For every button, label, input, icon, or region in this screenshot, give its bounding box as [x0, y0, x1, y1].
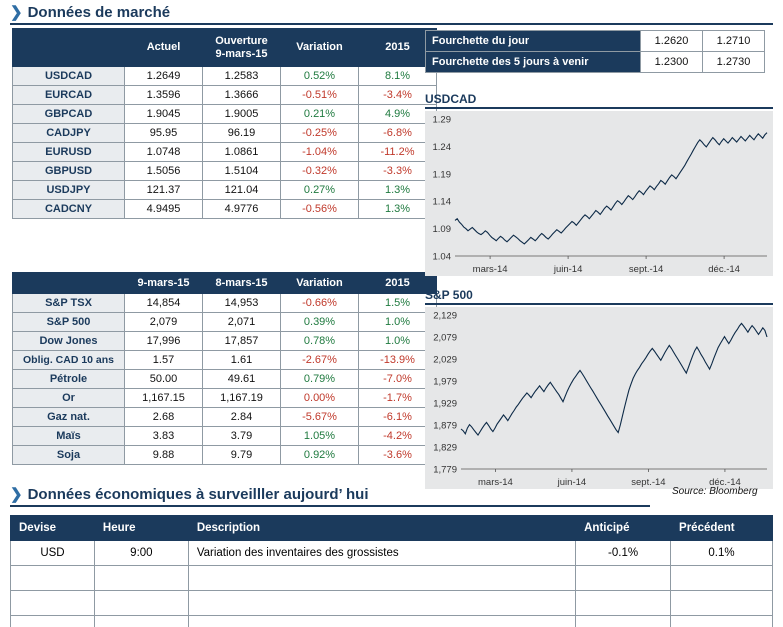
fx-row-ouverture: 96.19: [203, 124, 281, 143]
fx-row-label: USDCAD: [13, 67, 125, 86]
svg-text:1.04: 1.04: [432, 251, 451, 263]
svg-text:1,979: 1,979: [433, 376, 457, 388]
eco-row-anticipe: [576, 566, 671, 591]
fx-header-blank: [13, 29, 125, 67]
table-row: [13, 67, 437, 86]
fx-row-2015: -3.4%: [359, 86, 437, 105]
fx-row-label: EURUSD: [13, 143, 125, 162]
om-row-2015: -3.6%: [359, 446, 437, 465]
table-row: [13, 86, 437, 105]
eco-row-devise: [11, 616, 95, 627]
table-row: [13, 427, 437, 446]
svg-text:1.19: 1.19: [432, 169, 451, 181]
om-row-label: Soja: [13, 446, 125, 465]
chart-source-note: Source: Bloomberg: [672, 486, 758, 497]
eco-row-description: [188, 591, 575, 616]
fx-row-ouverture: 1.0861: [203, 143, 281, 162]
fx-row-ouverture: 1.3666: [203, 86, 281, 105]
svg-text:sept.-14: sept.-14: [628, 264, 664, 275]
svg-text:1,779: 1,779: [433, 464, 457, 476]
om-row-2015: -4.2%: [359, 427, 437, 446]
fx-row-label: EURCAD: [13, 86, 125, 105]
range-table: [425, 30, 765, 73]
fx-row-variation: 0.21%: [281, 105, 359, 124]
chart-sp500-plot: [425, 307, 773, 489]
om-row-2015: -7.0%: [359, 370, 437, 389]
om-row-c1: 9.88: [125, 446, 203, 465]
fx-table-body: [13, 67, 437, 219]
eco-row-description: [188, 566, 575, 591]
fx-row-label: CADJPY: [13, 124, 125, 143]
table-row: [13, 332, 437, 351]
fx-row-actuel: 121.37: [125, 181, 203, 200]
other-markets-header-row: [13, 273, 437, 294]
range-row-label: Fourchette des 5 jours à venir: [426, 52, 641, 73]
eco-header-precedent: Précédent: [671, 516, 773, 541]
svg-text:1,879: 1,879: [433, 420, 457, 432]
om-row-variation: 0.00%: [281, 389, 359, 408]
range-table-wrap: [425, 30, 765, 73]
eco-row-anticipe: [576, 616, 671, 627]
om-row-label: Or: [13, 389, 125, 408]
fx-row-ouverture: 1.9005: [203, 105, 281, 124]
table-row: [13, 181, 437, 200]
om-row-label: Oblig. CAD 10 ans: [13, 351, 125, 370]
fx-header-actuel: Actuel: [125, 29, 203, 67]
fx-table-wrap: [12, 28, 437, 219]
table-row: [13, 124, 437, 143]
fx-row-2015: -3.3%: [359, 162, 437, 181]
svg-text:1.14: 1.14: [432, 196, 451, 208]
svg-text:juin-14: juin-14: [557, 477, 587, 488]
om-row-label: Pétrole: [13, 370, 125, 389]
om-row-variation: 1.05%: [281, 427, 359, 446]
range-row-high: 1.2730: [703, 52, 765, 73]
table-row: [13, 143, 437, 162]
chart-sp500: [425, 288, 773, 489]
eco-header-description: Description: [188, 516, 575, 541]
fx-header-ouverture: [203, 29, 281, 67]
svg-text:mars-14: mars-14: [478, 477, 513, 488]
fx-row-label: GBPUSD: [13, 162, 125, 181]
om-row-2015: 1.0%: [359, 313, 437, 332]
eco-row-anticipe: -0.1%: [576, 541, 671, 566]
om-row-label: Gaz nat.: [13, 408, 125, 427]
om-row-2015: 1.5%: [359, 294, 437, 313]
section-title-economic: Données économiques à surveilller aujourd’ hui: [27, 486, 369, 503]
fx-header-ouverture-date: 9-mars-15: [215, 47, 268, 60]
table-row: [11, 566, 773, 591]
table-row: [11, 616, 773, 627]
chart-sp500-svg: [425, 307, 773, 489]
table-row: [13, 105, 437, 124]
om-row-c2: 9.79: [203, 446, 281, 465]
section-header-market: [10, 4, 773, 25]
svg-text:2,129: 2,129: [433, 310, 457, 322]
om-row-variation: 0.79%: [281, 370, 359, 389]
economic-header-row: [11, 516, 773, 541]
chart-usdcad: [425, 92, 773, 276]
om-row-c1: 3.83: [125, 427, 203, 446]
om-row-variation: 0.39%: [281, 313, 359, 332]
eco-row-heure: 9:00: [94, 541, 188, 566]
fx-header-ouverture-label: Ouverture: [215, 34, 268, 47]
om-row-label: S&P 500: [13, 313, 125, 332]
chart-sp500-title: S&P 500: [425, 288, 773, 305]
om-row-variation: -5.67%: [281, 408, 359, 427]
fx-row-variation: 0.27%: [281, 181, 359, 200]
svg-text:1.24: 1.24: [432, 141, 451, 153]
chart-usdcad-svg: [425, 111, 773, 276]
fx-row-2015: 4.9%: [359, 105, 437, 124]
om-row-c2: 1.61: [203, 351, 281, 370]
fx-row-label: GBPCAD: [13, 105, 125, 124]
om-row-c2: 17,857: [203, 332, 281, 351]
eco-row-precedent: 0.1%: [671, 541, 773, 566]
svg-text:déc.-14: déc.-14: [709, 477, 741, 488]
om-row-c2: 3.79: [203, 427, 281, 446]
table-row: [11, 591, 773, 616]
eco-row-devise: [11, 566, 95, 591]
table-row: [13, 313, 437, 332]
svg-text:juin-14: juin-14: [553, 264, 583, 275]
fx-row-variation: -0.51%: [281, 86, 359, 105]
fx-row-actuel: 1.5056: [125, 162, 203, 181]
chevron-right-icon: ❯: [10, 486, 23, 503]
eco-header-heure: Heure: [94, 516, 188, 541]
om-header-date2: 8-mars-15: [203, 273, 281, 294]
svg-text:2,079: 2,079: [433, 332, 457, 344]
fx-row-actuel: 1.9045: [125, 105, 203, 124]
range-row-high: 1.2710: [703, 31, 765, 52]
fx-table: [12, 28, 437, 219]
om-row-label: Dow Jones: [13, 332, 125, 351]
svg-text:1,929: 1,929: [433, 398, 457, 410]
table-row: [426, 31, 765, 52]
fx-row-2015: 1.3%: [359, 200, 437, 219]
om-row-c1: 2,079: [125, 313, 203, 332]
eco-row-description: [188, 616, 575, 627]
table-row: [13, 351, 437, 370]
chevron-right-icon: ❯: [10, 4, 23, 21]
om-header-variation: Variation: [281, 273, 359, 294]
table-row: [426, 52, 765, 73]
other-markets-body: [13, 294, 437, 465]
fx-row-label: USDJPY: [13, 181, 125, 200]
om-row-variation: -2.67%: [281, 351, 359, 370]
svg-text:déc.-14: déc.-14: [708, 264, 740, 275]
table-row: [13, 389, 437, 408]
eco-header-anticipe: Anticipé: [576, 516, 671, 541]
eco-row-heure: [94, 566, 188, 591]
fx-row-actuel: 1.3596: [125, 86, 203, 105]
eco-header-devise: Devise: [11, 516, 95, 541]
range-row-low: 1.2300: [641, 52, 703, 73]
eco-row-description: Variation des inventaires des grossistes: [188, 541, 575, 566]
fx-row-actuel: 4.9495: [125, 200, 203, 219]
economic-table: [10, 515, 773, 627]
fx-row-2015: -6.8%: [359, 124, 437, 143]
om-row-c1: 1,167.15: [125, 389, 203, 408]
svg-text:2,029: 2,029: [433, 354, 457, 366]
fx-row-ouverture: 4.9776: [203, 200, 281, 219]
eco-row-devise: USD: [11, 541, 95, 566]
om-row-c2: 49.61: [203, 370, 281, 389]
om-row-variation: 0.92%: [281, 446, 359, 465]
eco-row-precedent: [671, 616, 773, 627]
fx-row-ouverture: 1.2583: [203, 67, 281, 86]
fx-row-ouverture: 1.5104: [203, 162, 281, 181]
fx-header-variation: Variation: [281, 29, 359, 67]
fx-row-2015: -11.2%: [359, 143, 437, 162]
table-row: [13, 162, 437, 181]
om-header-blank: [13, 273, 125, 294]
table-row: [13, 370, 437, 389]
svg-text:1.09: 1.09: [432, 224, 451, 236]
svg-text:mars-14: mars-14: [472, 264, 508, 275]
svg-text:1,829: 1,829: [433, 442, 457, 454]
om-row-c1: 2.68: [125, 408, 203, 427]
other-markets-table-wrap: [12, 272, 437, 465]
om-header-2015: 2015: [359, 273, 437, 294]
table-row: [13, 408, 437, 427]
om-row-c2: 2.84: [203, 408, 281, 427]
fx-header-row: [13, 29, 437, 67]
eco-row-anticipe: [576, 591, 671, 616]
economic-body: [11, 541, 773, 627]
table-row: [13, 200, 437, 219]
om-row-label: Maïs: [13, 427, 125, 446]
om-row-c2: 2,071: [203, 313, 281, 332]
om-header-date1: 9-mars-15: [125, 273, 203, 294]
om-row-c1: 50.00: [125, 370, 203, 389]
om-row-c2: 1,167.19: [203, 389, 281, 408]
fx-row-variation: -0.56%: [281, 200, 359, 219]
section-title-market: Données de marché: [27, 4, 171, 21]
chart-usdcad-plot: [425, 111, 773, 276]
om-row-2015: -13.9%: [359, 351, 437, 370]
fx-row-variation: -0.25%: [281, 124, 359, 143]
om-row-variation: 0.78%: [281, 332, 359, 351]
fx-row-variation: -1.04%: [281, 143, 359, 162]
fx-row-actuel: 1.2649: [125, 67, 203, 86]
eco-row-heure: [94, 591, 188, 616]
om-row-2015: -6.1%: [359, 408, 437, 427]
eco-row-heure: [94, 616, 188, 627]
fx-row-label: CADCNY: [13, 200, 125, 219]
fx-row-actuel: 1.0748: [125, 143, 203, 162]
fx-row-2015: 1.3%: [359, 181, 437, 200]
fx-row-variation: 0.52%: [281, 67, 359, 86]
range-row-label: Fourchette du jour: [426, 31, 641, 52]
eco-row-precedent: [671, 566, 773, 591]
chart-usdcad-title: USDCAD: [425, 92, 773, 109]
om-row-2015: 1.0%: [359, 332, 437, 351]
fx-row-ouverture: 121.04: [203, 181, 281, 200]
section-header-economic: [10, 486, 650, 507]
fx-row-variation: -0.32%: [281, 162, 359, 181]
om-row-2015: -1.7%: [359, 389, 437, 408]
eco-row-devise: [11, 591, 95, 616]
fx-row-2015: 8.1%: [359, 67, 437, 86]
range-row-low: 1.2620: [641, 31, 703, 52]
svg-text:sept.-14: sept.-14: [631, 477, 666, 488]
table-row: [13, 446, 437, 465]
table-row: [11, 541, 773, 566]
svg-text:1.29: 1.29: [432, 114, 451, 126]
om-row-c2: 14,953: [203, 294, 281, 313]
eco-row-precedent: [671, 591, 773, 616]
other-markets-table: [12, 272, 437, 465]
fx-header-2015: 2015: [359, 29, 437, 67]
om-row-c1: 17,996: [125, 332, 203, 351]
om-row-c1: 1.57: [125, 351, 203, 370]
om-row-variation: -0.66%: [281, 294, 359, 313]
table-row: [13, 294, 437, 313]
economic-table-wrap: [10, 515, 773, 627]
fx-row-actuel: 95.95: [125, 124, 203, 143]
om-row-label: S&P TSX: [13, 294, 125, 313]
om-row-c1: 14,854: [125, 294, 203, 313]
